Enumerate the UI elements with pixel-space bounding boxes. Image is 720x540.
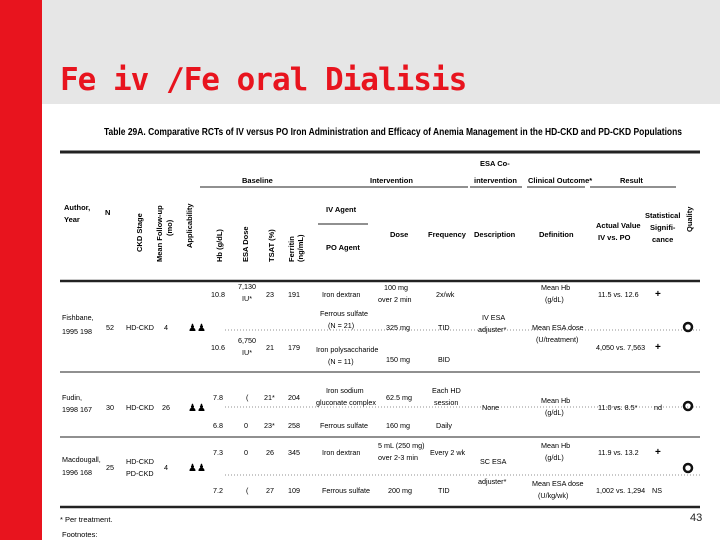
esa-value: ( bbox=[246, 486, 249, 495]
hb-value: 7.2 bbox=[213, 486, 223, 495]
page-number: 43 bbox=[690, 512, 703, 524]
agent-name: Ferrous sulfate bbox=[322, 486, 370, 495]
ferritin-value: 191 bbox=[288, 290, 300, 299]
group-header-esa-co-2: intervention bbox=[474, 176, 517, 185]
ferritin-value: 204 bbox=[288, 393, 300, 402]
header-actual-value: Actual Value bbox=[596, 221, 641, 230]
dose-value: 62.5 mg bbox=[386, 393, 412, 402]
actual-value: 4,050 vs. 7,563 bbox=[596, 343, 646, 352]
esa-description: None bbox=[482, 403, 500, 412]
group-header-result: Result bbox=[620, 176, 643, 185]
esa-unit: IU* bbox=[242, 348, 252, 357]
frequency-value: TID bbox=[438, 323, 450, 332]
header-statistical-3: cance bbox=[652, 235, 674, 244]
header-followup-unit: (mo) bbox=[165, 219, 174, 236]
group-header-clinical: Clinical Outcome* bbox=[528, 176, 593, 185]
tsat-value: 21 bbox=[266, 343, 274, 352]
group-header-intervention: Intervention bbox=[370, 176, 413, 185]
tsat-value: 27 bbox=[266, 486, 274, 495]
table-caption: Table 29A. Comparative RCTs of IV versus PO Iron Administration and Efficacy of Anemia Management in the HD-CKD and PD-CKD Populations bbox=[104, 127, 683, 138]
frequency-value: Daily bbox=[436, 421, 452, 430]
esa-value: 7,130 bbox=[238, 282, 256, 291]
definition: Mean Hb bbox=[541, 396, 571, 405]
n-value: 25 bbox=[106, 463, 114, 472]
definition: Mean ESA dose bbox=[532, 479, 584, 488]
frequency-value: Each HD bbox=[432, 386, 461, 395]
quality-circle-icon bbox=[684, 464, 692, 472]
study-macdougall bbox=[62, 441, 692, 500]
actual-value: 11.0 vs. 8.5* bbox=[598, 403, 638, 412]
hb-value: 7.3 bbox=[213, 448, 223, 457]
header-dose: Dose bbox=[390, 230, 409, 239]
frequency-value-2: BID bbox=[438, 355, 450, 364]
agent-name: Iron sodium bbox=[326, 386, 364, 395]
header-ferritin-unit: (ng/mL) bbox=[296, 234, 305, 262]
dose-value: 200 mg bbox=[388, 486, 412, 495]
agent-name: Iron dextran bbox=[322, 448, 361, 457]
actual-value: 11.9 vs. 13.2 bbox=[598, 448, 639, 457]
header-applicability: Applicability bbox=[185, 203, 194, 248]
header-description: Description bbox=[474, 230, 516, 239]
header-iv-agent: IV Agent bbox=[326, 205, 357, 214]
ferritin-value: 258 bbox=[288, 421, 300, 430]
n-value: 30 bbox=[106, 403, 114, 412]
study-fudin bbox=[62, 386, 692, 430]
hb-value: 10.6 bbox=[211, 343, 225, 352]
frequency-value-2: session bbox=[434, 398, 459, 407]
header-ckd-stage: CKD Stage bbox=[135, 213, 144, 252]
tsat-value: 23* bbox=[264, 421, 275, 430]
dose-value-2: 150 mg bbox=[386, 355, 410, 364]
header-definition: Definition bbox=[539, 230, 574, 239]
hb-value: 6.8 bbox=[213, 421, 223, 430]
significance: + bbox=[655, 342, 661, 353]
definition-unit: (U/kg/wk) bbox=[538, 491, 569, 500]
esa-value: 0 bbox=[244, 448, 248, 457]
quality-circle-icon bbox=[684, 323, 692, 331]
header-statistical-2: Signifi- bbox=[650, 223, 676, 232]
agent-name: Ferrous sulfate bbox=[320, 309, 368, 318]
ferritin-value: 109 bbox=[288, 486, 300, 495]
applicability-icon: ♟♟ bbox=[188, 403, 206, 414]
dose-detail: over 2 min bbox=[378, 295, 412, 304]
header-n: N bbox=[105, 208, 111, 217]
esa-value: 0 bbox=[244, 421, 248, 430]
author-name: Macdougall, bbox=[62, 455, 101, 464]
frequency-value: 2x/wk bbox=[436, 290, 455, 299]
slide-title: Fe iv /Fe oral Dialisis bbox=[60, 62, 467, 98]
ckd-stage: HD-CKD bbox=[126, 323, 154, 332]
definition: Mean Hb bbox=[541, 283, 571, 292]
esa-description: IV ESA bbox=[482, 313, 506, 322]
header-ferritin: Ferritin bbox=[287, 236, 296, 262]
significance: + bbox=[655, 447, 661, 458]
study-fishbane bbox=[62, 282, 692, 366]
esa-description-2: adjuster* bbox=[478, 325, 507, 334]
actual-value: 11.5 vs. 12.6 bbox=[598, 290, 639, 299]
author-year: 1998 167 bbox=[62, 405, 92, 414]
author-name: Fudin, bbox=[62, 393, 82, 402]
agent-name: Ferrous sulfate bbox=[320, 421, 368, 430]
applicability-icon: ♟♟ bbox=[188, 463, 206, 474]
dose-detail: over 2-3 min bbox=[378, 453, 418, 462]
applicability-icon: ♟♟ bbox=[188, 323, 206, 334]
esa-description: SC ESA bbox=[480, 457, 507, 466]
author-name: Fishbane, bbox=[62, 313, 94, 322]
actual-value: 1,002 vs. 1,294 bbox=[596, 486, 646, 495]
definition-unit: (g/dL) bbox=[545, 408, 564, 417]
footnote: * Per treatment. bbox=[60, 515, 113, 524]
definition: Mean Hb bbox=[541, 441, 571, 450]
tsat-value: 23 bbox=[266, 290, 274, 299]
frequency-value: TID bbox=[438, 486, 450, 495]
n-value: 52 bbox=[106, 323, 114, 332]
header-statistical: Statistical bbox=[645, 211, 681, 220]
header-year: Year bbox=[64, 215, 80, 224]
significance: + bbox=[655, 289, 661, 300]
header-hb: Hb (g/dL) bbox=[215, 229, 224, 262]
esa-value: 6,750 bbox=[238, 336, 256, 345]
agent-name-2: gluconate complex bbox=[316, 398, 376, 407]
header-author: Author, bbox=[64, 203, 91, 212]
header-tsat: TSAT (%) bbox=[267, 229, 276, 262]
footnote-heading: Footnotes: bbox=[62, 530, 98, 539]
agent-name-2: Iron polysaccharide bbox=[316, 345, 379, 354]
ferritin-value: 345 bbox=[288, 448, 300, 457]
agent-name: Iron dextran bbox=[322, 290, 361, 299]
frequency-value: Every 2 wk bbox=[430, 448, 466, 457]
group-header-baseline: Baseline bbox=[242, 176, 273, 185]
agent-count-2: (N = 11) bbox=[328, 357, 354, 366]
followup-value: 4 bbox=[164, 463, 168, 472]
hb-value: 7.8 bbox=[213, 393, 223, 402]
agent-count: (N = 21) bbox=[328, 321, 355, 330]
significance: nd bbox=[654, 403, 662, 412]
tsat-value: 21* bbox=[264, 393, 275, 402]
ferritin-value: 179 bbox=[288, 343, 300, 352]
definition-unit: (g/dL) bbox=[545, 295, 564, 304]
esa-description-2: adjuster* bbox=[478, 477, 507, 486]
dose-value: 100 mg bbox=[384, 283, 408, 292]
header-po-agent: PO Agent bbox=[326, 243, 360, 252]
author-year: 1996 168 bbox=[62, 468, 92, 477]
definition: Mean ESA dose bbox=[532, 323, 584, 332]
esa-value: ( bbox=[246, 393, 249, 402]
author-year: 1995 198 bbox=[62, 327, 92, 336]
group-header-esa-co: ESA Co- bbox=[480, 159, 510, 168]
header-quality: Quality bbox=[685, 206, 694, 232]
hb-value: 10.8 bbox=[211, 290, 225, 299]
ckd-stage: HD-CKD bbox=[126, 457, 154, 466]
header-actual-value-2: IV vs. PO bbox=[598, 233, 631, 242]
header-frequency: Frequency bbox=[428, 230, 466, 239]
followup-value: 4 bbox=[164, 323, 168, 332]
significance: NS bbox=[652, 486, 662, 495]
tsat-value: 26 bbox=[266, 448, 274, 457]
ckd-stage: HD-CKD bbox=[126, 403, 154, 412]
esa-unit: IU* bbox=[242, 294, 252, 303]
header-esa-dose: ESA Dose bbox=[241, 226, 250, 262]
dose-value: 325 mg bbox=[386, 323, 410, 332]
header-followup: Mean Follow-up bbox=[155, 205, 164, 262]
ckd-stage-2: PD-CKD bbox=[126, 469, 154, 478]
definition-unit: (U/treatment) bbox=[536, 335, 579, 344]
quality-circle-icon bbox=[684, 402, 692, 410]
followup-value: 26 bbox=[162, 403, 170, 412]
dose-value: 5 mL (250 mg) bbox=[378, 441, 425, 450]
definition-unit: (g/dL) bbox=[545, 453, 564, 462]
dose-value: 160 mg bbox=[386, 421, 410, 430]
